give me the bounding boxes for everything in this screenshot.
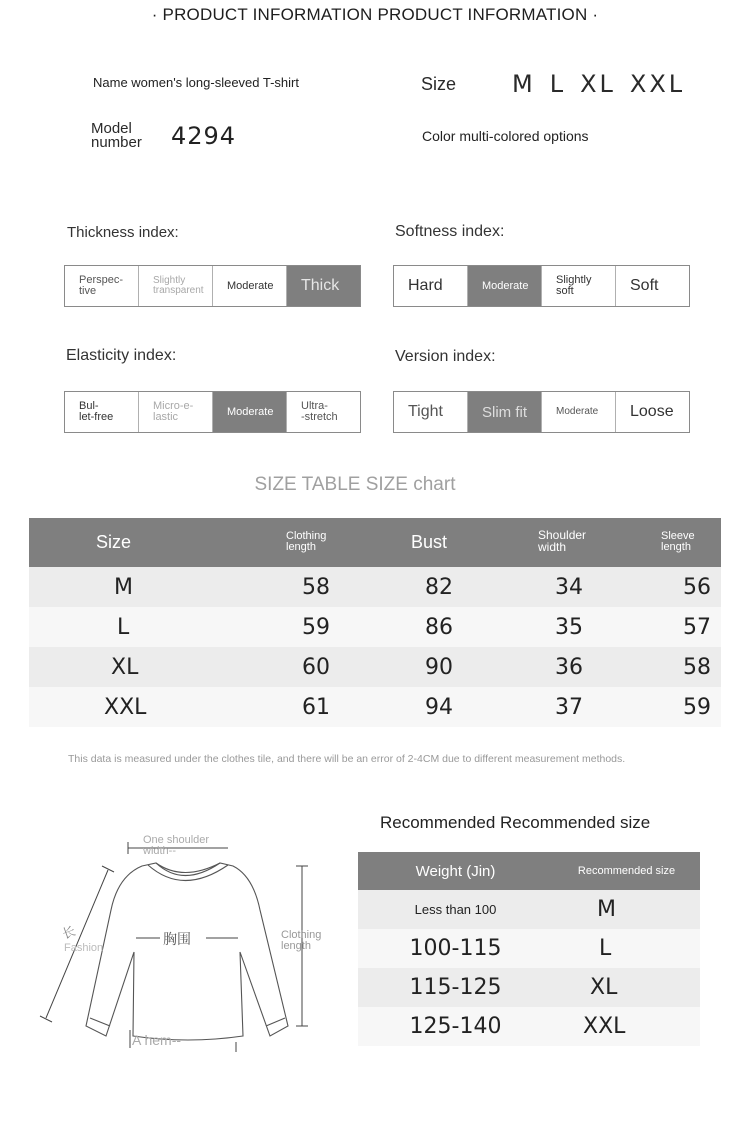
table-cell-size: L bbox=[29, 607, 286, 647]
table-row bbox=[358, 968, 700, 1007]
sleeve-mark: 长 bbox=[60, 923, 78, 942]
header-size: Size bbox=[29, 518, 286, 567]
thickness-option-perspective: Perspec- tive bbox=[65, 266, 139, 306]
model-label-line2: number bbox=[91, 134, 142, 151]
size-value: M bbox=[512, 70, 536, 98]
recommended-header bbox=[358, 852, 700, 890]
table-cell-weight: 125-140 bbox=[358, 1007, 553, 1046]
table-cell: 61 bbox=[286, 687, 411, 727]
size-label: Size bbox=[421, 74, 457, 94]
size-value: XL bbox=[580, 70, 616, 98]
table-cell: 60 bbox=[286, 647, 411, 687]
model-value: 4294 bbox=[171, 122, 237, 150]
table-cell-size: XXL bbox=[553, 1007, 700, 1046]
color-info: Color multi-colored options bbox=[422, 128, 589, 144]
table-cell-weight: 100-115 bbox=[358, 929, 553, 968]
elasticity-index-bar bbox=[64, 391, 361, 433]
measurement-note: This data is measured under the clothes tile, and there will be an error of 2-4CM due to different measurement methods. bbox=[68, 753, 626, 765]
table-cell: 59 bbox=[286, 607, 411, 647]
size-values bbox=[512, 70, 699, 98]
page-title: · PRODUCT INFORMATION PRODUCT INFORMATION · bbox=[151, 5, 599, 24]
elasticity-index-label: Elasticity index: bbox=[66, 347, 177, 364]
table-row bbox=[358, 1007, 700, 1046]
header-recommended-size: Recommended size bbox=[553, 852, 700, 890]
version-option-loose: Loose bbox=[630, 403, 674, 420]
table-row bbox=[29, 687, 721, 727]
version-option-tight: Tight bbox=[394, 392, 468, 432]
table-cell: 59 bbox=[661, 687, 721, 727]
model-label-line1: Model bbox=[91, 120, 132, 137]
table-row bbox=[29, 607, 721, 647]
table-cell: 58 bbox=[286, 567, 411, 607]
table-cell: 57 bbox=[661, 607, 721, 647]
header-bust: Bust bbox=[411, 518, 538, 567]
chest-label: 胸围 bbox=[163, 931, 191, 947]
elasticity-option-bullet-free: Bul- let-free bbox=[65, 392, 139, 432]
table-cell-size: L bbox=[553, 929, 700, 968]
sleeve-length-label: Fashion bbox=[64, 942, 104, 954]
elasticity-option-micro-elastic: Micro-e- lastic bbox=[139, 392, 213, 432]
thickness-option-moderate: Moderate bbox=[213, 266, 287, 306]
table-cell-weight: 115-125 bbox=[358, 968, 553, 1007]
table-cell: 56 bbox=[661, 567, 721, 607]
thickness-index-label: Thickness index: bbox=[67, 224, 179, 241]
table-row bbox=[29, 647, 721, 687]
thickness-option-slightly-transparent: Slightly transparent bbox=[139, 266, 213, 306]
table-cell-size: M bbox=[553, 890, 700, 929]
table-cell-size: XL bbox=[553, 968, 700, 1007]
table-cell-size: XXL bbox=[29, 687, 286, 727]
size-table-header bbox=[29, 518, 721, 567]
clothing-length-label: Clothing length bbox=[281, 929, 322, 952]
table-cell: 34 bbox=[538, 567, 661, 607]
elasticity-option-moderate-selected: Moderate bbox=[213, 392, 287, 432]
size-value: L bbox=[549, 70, 567, 98]
thickness-index-bar bbox=[64, 265, 361, 307]
version-option-moderate: Moderate bbox=[542, 392, 616, 432]
table-cell: 35 bbox=[538, 607, 661, 647]
table-row bbox=[358, 929, 700, 968]
size-chart-title: SIZE TABLE SIZE chart bbox=[254, 474, 456, 495]
table-cell-size: XL bbox=[29, 647, 286, 687]
header-clothing-length: Clothing length bbox=[286, 518, 411, 567]
header-sleeve-length: Sleeve length bbox=[661, 518, 721, 567]
table-cell: 90 bbox=[411, 647, 538, 687]
softness-index-bar bbox=[393, 265, 690, 307]
header-weight: Weight (Jin) bbox=[358, 852, 553, 890]
version-option-slim-fit-selected: Slim fit bbox=[468, 392, 542, 432]
version-index-label: Version index: bbox=[395, 348, 496, 365]
header-shoulder-width: Shoulder width bbox=[538, 518, 661, 567]
tshirt-diagram bbox=[38, 830, 338, 1060]
hem-label: A hem-- bbox=[132, 1032, 182, 1048]
table-cell: 58 bbox=[661, 647, 721, 687]
table-cell: 82 bbox=[411, 567, 538, 607]
table-cell: 36 bbox=[538, 647, 661, 687]
shoulder-width-label: One shoulder width-- bbox=[143, 834, 210, 857]
version-index-bar bbox=[393, 391, 690, 433]
softness-option-moderate-selected: Moderate bbox=[468, 266, 542, 306]
table-cell: 37 bbox=[538, 687, 661, 727]
table-cell: 94 bbox=[411, 687, 538, 727]
softness-option-slightly-soft: Slightly soft bbox=[542, 266, 616, 306]
recommended-title: Recommended Recommended size bbox=[380, 813, 651, 832]
model-label bbox=[91, 122, 142, 150]
table-row bbox=[358, 890, 700, 929]
product-name: Name women's long-sleeved T-shirt bbox=[93, 75, 299, 90]
softness-option-soft: Soft bbox=[630, 277, 659, 294]
size-value: XXL bbox=[629, 70, 686, 98]
table-cell: 86 bbox=[411, 607, 538, 647]
recommended-size-table bbox=[358, 852, 700, 1046]
table-row bbox=[29, 567, 721, 607]
size-table bbox=[29, 518, 721, 727]
table-cell-size: M bbox=[29, 567, 286, 607]
softness-index-label: Softness index: bbox=[395, 223, 505, 240]
softness-option-hard: Hard bbox=[394, 266, 468, 306]
thickness-option-thick-selected: Thick bbox=[287, 266, 360, 306]
elasticity-option-ultra-stretch: Ultra- -stretch bbox=[301, 400, 338, 423]
table-cell-weight: Less than 100 bbox=[358, 890, 553, 929]
